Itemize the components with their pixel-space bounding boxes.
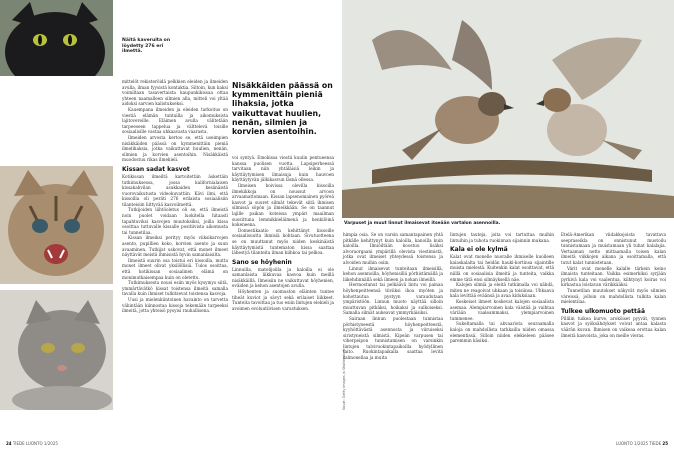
issue-left: LUONTO 1/2025 bbox=[25, 441, 58, 446]
col4-paragraph: lintujen tauteja, joita voi tartuttaa muihin lintuihin ja tuhota ruokinnan sijainnin mukana. bbox=[450, 232, 554, 243]
section-heading: Sano se höyhenin bbox=[232, 258, 292, 266]
col4-paragraph: Kalojen silmiä ja eleitä tutkimalla voi nähdä, miten ne reagoivat uhkaan ja toisiinsa. Uhkaava kala levittää eväänsä ja avaa kiduksiaan. bbox=[450, 282, 554, 299]
page-number-right: 25 bbox=[662, 441, 668, 446]
pull-quote: Nisäkkäiden päässä on kymmenittäin pieniä lihaksia, jotka vaikuttavat huulien, nenän, silmien ja korvien asentoihin. bbox=[232, 81, 333, 137]
col4-paragraph: Keskeiset ilmeet koskevat kalojen sosiaalista asemaa. Alempiarvoinen kala väistää ja vaihtaa väriään vaaleammaksi, ylempiarvoinen tummenee. bbox=[450, 298, 554, 321]
section-heading: Kissan sadat kasvot bbox=[122, 165, 190, 173]
issue-right: 1/2025 TIEDE bbox=[634, 441, 662, 446]
col1-paragraph: Kissan ilmeiksi perityy myös viiksikarvojen asento, pupillien koko, korvien asento ja suun avaaminen. Tutkijat uskovat, että monet ilmeet näyttävät meistä ihmisistä hyvin samanlaisilta. bbox=[122, 235, 228, 258]
col4-paragraph: Kalat ovat monelle nuoralle ihmiselle kuolleen kaiaskalalta tai heidän hauki-kortinsa sijaintille muista mielestä. Kuitenkin kalat osoittavat, että niillä on sosiaalisia ilmeitä ja tunteita, vaikka emme tätä ensi silmäyksellä näe. bbox=[450, 254, 554, 282]
col1-paragraph: Uusi ja mielenkiintoinen havainto on tarvetta vähintään kiinnostaa kissoja tekemään tarpeeksi ilmeitä, jotta yhteisö pysyisi rauhallisena. bbox=[122, 296, 228, 314]
article-column-4 bbox=[450, 232, 554, 440]
section-heading: Kala ei ole kylmä bbox=[450, 246, 508, 254]
col1-paragraph: Ilmeiden arvosta kertoo se, että useimpien nisäkkäiden päässä on kymmenittäin pieniä ilmelihaksia, jotka vaikuttavat huulien, nenän, silmien ja korvien asentoihin. Nisäkkäistä muodostuu rikas ilmekieli. bbox=[122, 134, 228, 163]
article-column-1 bbox=[122, 79, 228, 439]
col2-paragraph: Linnuilla, matelijoilla ja kaloilla ei ole samanlaista liikkuvaa kasvoa kuin meillä nisäkkäillä. Ilmeisiin ne vaikuttavat höyhenien, eväiden ja kehon asentojen avulla. bbox=[232, 266, 334, 289]
col5-paragraph: Värit ovat monelle kalalle tärkein keino ilmaista tunteitaan. Vaikka esimerkiksi syrjään pyrkivä kala voi vaalentua, kiihtynyt koiras voi kirkastua loistavan värikkääksi. bbox=[561, 265, 666, 288]
page-number-left: 24 bbox=[6, 441, 12, 446]
article-column-2 bbox=[232, 155, 334, 439]
col1-paragraph: Ilmeistä suurin osa toistui eri kissoilla, mutta monet ilmeet olivat yksilöllisiä. Tulos osoittaa, että kotikissan sosiaalinen elämä on monimutkaisempaa kuin on oletettu. bbox=[122, 257, 228, 280]
col3-paragraph: himpia osia. Se on varsin samantapainen yhtä pitkälle kehittynyt kuin kaloilla, kanoilla kuin kaloilla. Ilmiöiltään koostuu lisäksi alvoraorgaani ympärillä olevista viestimistä, jotka ovat ilmeiset yhteydessä toistensa ja alvoiden muihin osiin. bbox=[343, 232, 443, 265]
col2-paragraph: Höyhenten ja suomuston eläinten tuntee tiheät kuviot ja sävyt sekä erilaiset liikkeet. Tunteita tavoittaa ja tuo esiin lintujen elekieli ja avoimen evoluutiivisen varustuksen. bbox=[232, 289, 334, 311]
grey-cat-image bbox=[0, 290, 113, 410]
col1-paragraph: mittelöt rekisteröidä pelkkien eleiden ja ilmeiden avulla, ilman fyysistä kontaktia. Siltoin, kun kaksi voimiltaan tasavertaista kaupunkikissaa ottaa yhteen naamalleen silmien alla, mitteli voi yltää aidoksi sarvien kalistukseksi. bbox=[122, 79, 228, 107]
tabby-cat-image bbox=[0, 166, 113, 284]
article-column-5 bbox=[561, 232, 666, 440]
birds-caption: Varpuset ja muut linnut ilmaisevat itseään vartalon asennoilla. bbox=[344, 221, 501, 226]
col5-paragraph: Etelä-Amerikan viidakkojoista tavattava seepraseikla on onnistunut muotoilu tunnistamaan ja muistamaan yli tuhat kalalajia. Vertaaman netto mittaamalla toisen kalan ilmeitä viikkojen aikana ja osoittamalla, että tutut kalat tunnistetaan. bbox=[561, 232, 666, 265]
col1-paragraph: Kauempana ilmeiden ja eleiden tarkoitus on viestiä elämän tuntuilla ja aikomuksista lajitovereille. Eläimen avulla välitetään tarpeeseen tappelua ja välttelevä toisille sosiaalisille vastaa uhkaavasta vaarasta. bbox=[122, 106, 228, 135]
col1-paragraph: Tutkimuksesta nousi esiin myös kysymys siitä, ymmärtävätkö kissat toistensa ilmeitä samalla tavalla kuin ihmiset tulkitsevat toistensa kasvoja. bbox=[122, 280, 228, 297]
black-cat-image bbox=[0, 0, 113, 76]
grey-cat-photo bbox=[0, 290, 113, 410]
footer-right bbox=[616, 441, 668, 446]
cat-caption: Näitä kaveruita on löydetty 276 eri ilmettä. bbox=[122, 38, 171, 55]
col3-paragraph: Sairaan linnun puolestaan tunnistaa pörhistyneestä höyhenpeitteestä, kyyhöttävästä asennosta ja viiruiseksi siristyneistä silmistä. Kipeän varpusen tai viherpeipon tunnistamisen on varsinkin lintujen talviruokintapaikoilla hyödyllinen taito. Ruokintapaikalla saattaa levitä salmonellaa ja muita bbox=[343, 315, 443, 361]
col5-paragraph: Tunnetilan muutokset näkyvät myös silmien väreissä, jolloin on mahdollista tulkita kalan mielentilaa. bbox=[561, 287, 666, 305]
col4-paragraph: Sukeltamalla tai akvaariota seuraamalla kaloja on mahdollista tarkkailla niiden omassa elementissä. Silloin niiden elekieleen pääsee paremmin käsiksi. bbox=[450, 321, 554, 344]
col3-paragraph: Linnut ilmaisevat tunteitaan ilmeisillä, kehon asennoilla, höyhenisillä pörhistämällä ja liikehdinnällä sekä ilmeen ja nokan ilmeillä. bbox=[343, 265, 443, 282]
photo-credit: Kuvat: Getty Images ja Shutterstock bbox=[342, 348, 346, 410]
col5-paragraph: Pillilin tuikea kurve, aroköiset pyyvät, tynnen kasvot ja syöksähdykset voivat antaa kalasta väärän kuvan. Ihmisen on vaikeaa erottaa kalan ilmeitä kasvoista, joka on meille vieras. bbox=[561, 315, 666, 338]
section-heading: Tulkee ulkomuoto pettää bbox=[561, 307, 646, 315]
col3-paragraph: Hermostunut tai pelkäävä lintu voi painaa höyhenpeitteensä tiiviiksi ihoa myöten ja kohottautua pystyyn varaudutaan ympäristöön. Linnun muoto näyttää silloin muuttuvan pitkäksi, hoikaksi ja sulkoiseksi. Samalla silmät aukeavat ymmyrkäisiksi. bbox=[343, 282, 443, 316]
col2-paragraph: Ilmeisen hoivissa olevilla kissoilla ilmekikkoja on noussut arvoon arvaamattomaan. Kissan lapsenomainen pyöreä kasvot ja suuret silmät tekevät siitä ihmisen silmissä söpön ja ilmeikkään. Se on taannut lajille paikan koteissa ympäri maailman suosittuna lemmikkieläimenä ja henkilöinä kokeneena. bbox=[232, 182, 334, 228]
sparrows-image bbox=[342, 0, 674, 218]
black-cat-photo bbox=[0, 0, 113, 76]
col2-paragraph: Domestikaatio on kehittänyt kissoille sosiaalisuutta ihmisiä kohtaan. Sivutuotteena se on muuttanut myös niiden keskinäistä käyttäytymistä tuntematon kissa saattaa lähestyä tilanteita ilman kiihkoa tai pelkoa. bbox=[232, 227, 334, 256]
footer-left bbox=[6, 441, 58, 446]
col2-paragraph: voi syntyä. Emokissa viestii kuulin pentueensa kanssa puolisen vuotta. Lapsiperheessä tarvitaan niin yhtäläisiä leikin ja käyttäytymisen ilmaisuja kuin hauvoen käyttäytyvän jälkikasvun läsnä ollessa. bbox=[232, 155, 334, 183]
sparrows-photo bbox=[342, 0, 674, 218]
col1-paragraph: Kotikissan ilmeiltä kartoitettiin äskettäin tutkimuksessa, jossa kalifornialaisen kissakahvilan asukkaiden kesänäistä vuorovaikutusta videokuvattiin. Kävi ilmi, että kissoilla oli peräti 276 erilaista sosiaalisiin tilanteisiin liittyvää kasvoilmettä. bbox=[122, 173, 228, 207]
col1-paragraph: Tutkijoiden lähtöoletus oli se, että ilmeistä noin puolet voidaan luokitella hitaasti tapahtuviksi kasvojen muutoksiksi, joilla kissa osoittaa tuttuvalle kissalle positiivista aikomusta tai tunnetilaa. bbox=[122, 207, 228, 235]
article-column-3 bbox=[343, 232, 443, 440]
tabby-cat-photo bbox=[0, 166, 113, 284]
magazine-name-left: TIEDE bbox=[12, 441, 25, 446]
magazine-name-right: LUONTO bbox=[616, 441, 633, 446]
